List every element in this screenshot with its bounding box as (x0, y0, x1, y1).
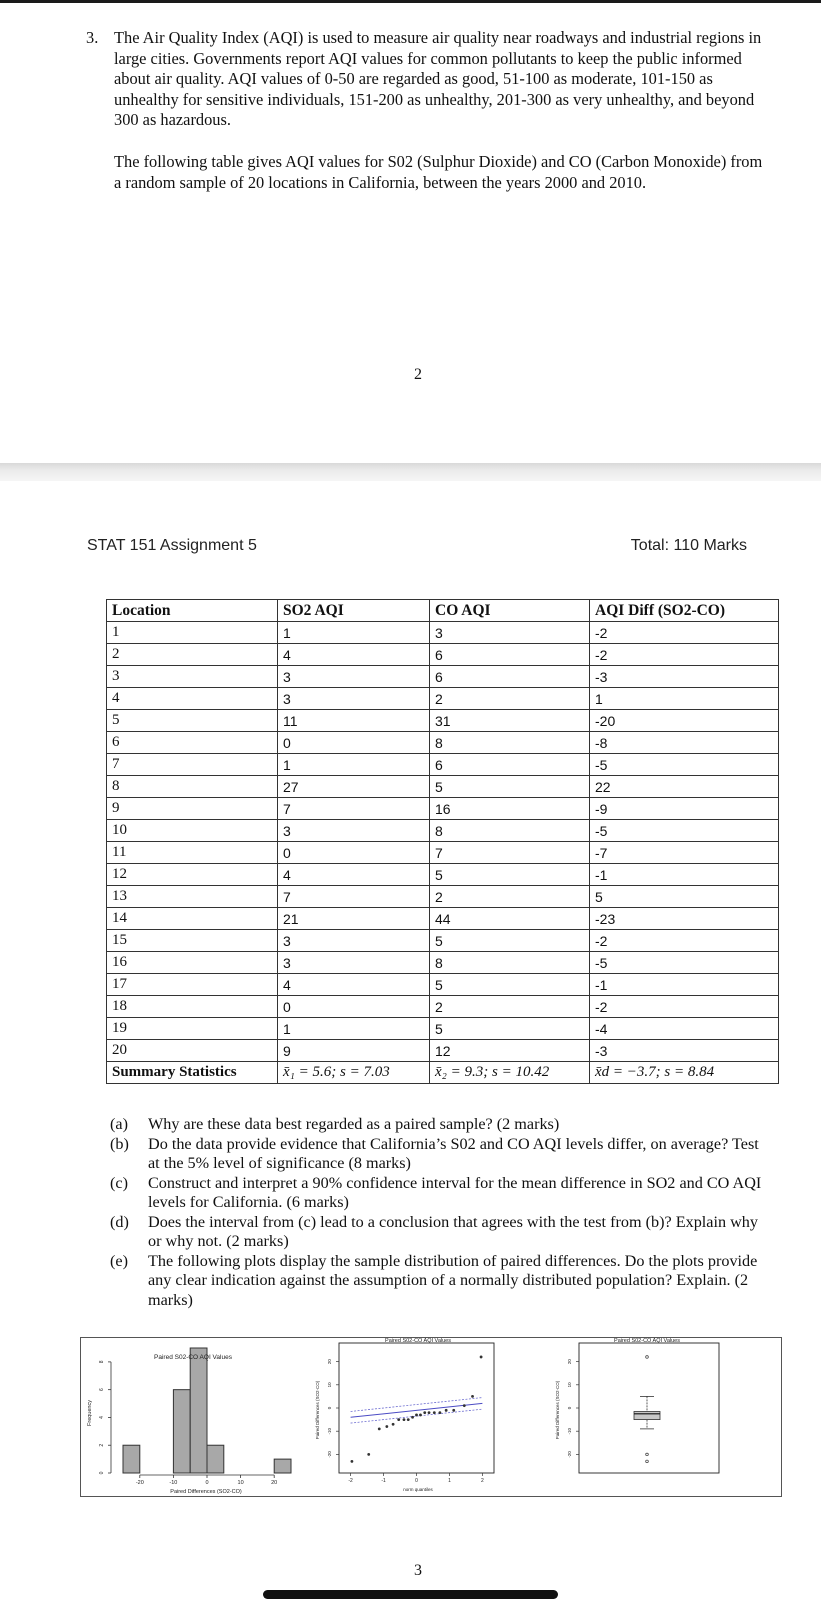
part-text: The following plots display the sample distribution of paired differences. Do the plots provide any clear indication against the assumption of a normally distributed population? Explain. (2 marks) (148, 1251, 758, 1309)
qq-point (463, 1404, 466, 1407)
page-number-3: 3 (414, 1562, 422, 1579)
cell-co: 5 (430, 1018, 590, 1040)
cell-so2: 4 (278, 864, 430, 886)
cell-diff: -8 (590, 732, 779, 754)
box-y-label: Paired Differences (SO2-CO) (555, 1380, 560, 1440)
qq-point (471, 1395, 474, 1398)
cell-so2: 0 (278, 732, 430, 754)
cell-co: 3 (430, 622, 590, 644)
summary-label: Summary Statistics (107, 1062, 278, 1084)
cell-so2: 1 (278, 754, 430, 776)
box-y-tick-label: 10 (567, 1382, 572, 1388)
question-part (110, 1135, 770, 1174)
qq-x-tick-label: -2 (348, 1478, 353, 1484)
question-parts (110, 1115, 770, 1310)
qq-point (433, 1411, 436, 1414)
qq-x-label: norm quantiles (403, 1487, 433, 1492)
table-row (107, 798, 779, 820)
histogram-title: Paired S02-CO AQI Values (154, 1354, 232, 1361)
cell-so2: 9 (278, 1040, 430, 1062)
cell-location: 2 (107, 644, 278, 666)
cell-diff: 22 (590, 776, 779, 798)
cell-so2: 4 (278, 644, 430, 666)
cell-diff: 5 (590, 886, 779, 908)
cell-diff: -4 (590, 1018, 779, 1040)
cell-so2: 1 (278, 622, 430, 644)
table-header-row (107, 600, 779, 622)
part-text: Construct and interpret a 90% confidence interval for the mean difference in SO2 and CO AQI levels for California. (6 marks) (148, 1173, 762, 1211)
part-text: Do the data provide evidence that California’s S02 and CO AQI levels differ, on average? Test at the 5% level of significance (8 marks) (148, 1134, 759, 1172)
cell-diff: -2 (590, 644, 779, 666)
box-iqr (634, 1411, 660, 1419)
question-part (110, 1213, 770, 1252)
histogram-bar (274, 1459, 291, 1473)
qq-point (403, 1418, 406, 1421)
summary-so2: x̄₁ = 5.6; s = 7.03 (278, 1062, 430, 1084)
qq-point (411, 1416, 414, 1419)
qq-y-tick-label: 0 (327, 1406, 332, 1410)
box-y-tick-label: 20 (567, 1359, 572, 1365)
cell-so2: 3 (278, 930, 430, 952)
table-row (107, 644, 779, 666)
histogram-y-tick-label: 4 (99, 1416, 105, 1419)
histogram-x-tick-label: 0 (205, 1480, 209, 1486)
cell-location: 16 (107, 952, 278, 974)
cell-location: 6 (107, 732, 278, 754)
cell-diff: -1 (590, 864, 779, 886)
cell-so2: 3 (278, 666, 430, 688)
histogram-y-tick-label: 2 (99, 1443, 105, 1447)
cell-co: 16 (430, 798, 590, 820)
cell-diff: -5 (590, 754, 779, 776)
cell-location: 12 (107, 864, 278, 886)
cell-diff: -7 (590, 842, 779, 864)
cell-location: 7 (107, 754, 278, 776)
summary-row (107, 1062, 779, 1084)
summary-diff: x̄d = −3.7; s = 8.84 (590, 1062, 779, 1084)
table-row (107, 754, 779, 776)
cell-co: 6 (430, 666, 590, 688)
cell-co: 5 (430, 930, 590, 952)
cell-co: 6 (430, 754, 590, 776)
box-y-tick-label: -10 (567, 1427, 572, 1435)
cell-so2: 0 (278, 842, 430, 864)
qq-x-tick-label: 1 (448, 1478, 451, 1484)
cell-so2: 3 (278, 688, 430, 710)
qq-point (397, 1418, 400, 1421)
page-separator (0, 463, 821, 481)
cell-diff: -2 (590, 996, 779, 1018)
table-row (107, 974, 779, 996)
table-intro: The following table gives AQI values for S02 (Sulphur Dioxide) and CO (Carbon Monoxide) from a random sample of 20 locations in California, between the years 2000 and 2010. (114, 152, 763, 192)
cell-location: 5 (107, 710, 278, 732)
cell-co: 5 (430, 776, 590, 798)
question-part (110, 1252, 770, 1311)
table-row (107, 842, 779, 864)
table-row (107, 1018, 779, 1040)
cell-so2: 27 (278, 776, 430, 798)
header-diff: AQI Diff (SO2-CO) (590, 600, 779, 622)
qq-y-tick-label: -20 (327, 1451, 332, 1458)
cell-co: 5 (430, 864, 590, 886)
cell-so2: 1 (278, 1018, 430, 1040)
aqi-table (106, 599, 779, 1084)
cell-co: 7 (430, 842, 590, 864)
cell-co: 44 (430, 908, 590, 930)
cell-co: 8 (430, 952, 590, 974)
cell-diff: -1 (590, 974, 779, 996)
part-label: (c) (110, 1173, 128, 1192)
table-row (107, 666, 779, 688)
qq-point (419, 1414, 422, 1417)
cell-co: 31 (430, 710, 590, 732)
qq-y-tick-label: 20 (327, 1359, 332, 1365)
question-intro: The Air Quality Index (AQI) is used to measure air quality near roadways and industrial regions in large cities. Governments report AQI values for common pollutants to keep the public informed about air quality. AQI values of 0-50 are regarded as good, 51-100 as moderate, 101-150 as unhealthy for sensitive individuals, 151-200 as unhealthy, 201-300 as very unhealthy, and beyond 300 as hazardous. (114, 28, 762, 129)
top-edge-bar (0, 0, 821, 3)
qq-point (423, 1411, 426, 1414)
cell-location: 1 (107, 622, 278, 644)
cell-so2: 4 (278, 974, 430, 996)
cell-location: 9 (107, 798, 278, 820)
cell-location: 13 (107, 886, 278, 908)
cell-diff: -9 (590, 798, 779, 820)
home-indicator[interactable] (263, 1590, 558, 1599)
cell-co: 12 (430, 1040, 590, 1062)
plots-panel (80, 1337, 782, 1497)
cell-so2: 21 (278, 908, 430, 930)
table-row (107, 710, 779, 732)
page-number-2: 2 (414, 366, 422, 383)
table-row (107, 820, 779, 842)
cell-location: 18 (107, 996, 278, 1018)
cell-so2: 7 (278, 886, 430, 908)
cell-so2: 0 (278, 996, 430, 1018)
cell-co: 6 (430, 644, 590, 666)
cell-location: 3 (107, 666, 278, 688)
qq-y-tick-label: 10 (327, 1382, 332, 1388)
histogram-x-tick-label: 20 (271, 1480, 278, 1486)
histogram-bar (207, 1445, 224, 1473)
qq-point (480, 1356, 483, 1359)
histogram-bar (173, 1390, 190, 1473)
table-row (107, 688, 779, 710)
table-row (107, 732, 779, 754)
part-text: Does the interval from (c) lead to a conclusion that agrees with the test from (b)? Explain why or why not. (2 marks) (148, 1212, 758, 1250)
question-part (110, 1174, 770, 1213)
cell-diff: 1 (590, 688, 779, 710)
cell-diff: -20 (590, 710, 779, 732)
histogram-x-label: Paired Differences (SO2-CO) (170, 1489, 242, 1495)
header-so2: SO2 AQI (278, 600, 430, 622)
cell-so2: 11 (278, 710, 430, 732)
cell-co: 2 (430, 688, 590, 710)
table-row (107, 952, 779, 974)
qq-point (385, 1425, 388, 1428)
table-row (107, 864, 779, 886)
cell-location: 17 (107, 974, 278, 996)
cell-co: 8 (430, 732, 590, 754)
table-row (107, 886, 779, 908)
table-row (107, 908, 779, 930)
qq-title: Paired S02-CO AQI Values (385, 1338, 451, 1344)
table-row (107, 622, 779, 644)
qq-point (367, 1453, 370, 1456)
cell-co: 8 (430, 820, 590, 842)
cell-diff: -23 (590, 908, 779, 930)
cell-location: 20 (107, 1040, 278, 1062)
cell-diff: -2 (590, 930, 779, 952)
box-title: Paired S02-CO AQI Values (614, 1338, 680, 1344)
part-label: (e) (110, 1251, 128, 1270)
cell-location: 8 (107, 776, 278, 798)
part-label: (b) (110, 1134, 129, 1153)
qq-point (392, 1423, 395, 1426)
cell-so2: 3 (278, 952, 430, 974)
cell-co: 2 (430, 886, 590, 908)
box-frame (579, 1343, 719, 1473)
cell-location: 4 (107, 688, 278, 710)
summary-co: x̄₂ = 9.3; s = 10.42 (430, 1062, 590, 1084)
histogram-x-tick-label: -20 (135, 1480, 144, 1486)
cell-so2: 3 (278, 820, 430, 842)
cell-diff: -3 (590, 1040, 779, 1062)
cell-location: 10 (107, 820, 278, 842)
part-text: Why are these data best regarded as a paired sample? (2 marks) (148, 1115, 560, 1133)
cell-diff: -3 (590, 666, 779, 688)
total-marks: Total: 110 Marks (630, 537, 747, 554)
qq-y-label: Paired Differences (SO2-CO) (315, 1380, 320, 1440)
header-co: CO AQI (430, 600, 590, 622)
qq-point (438, 1411, 441, 1414)
cell-diff: -2 (590, 622, 779, 644)
histogram-bar (123, 1445, 140, 1473)
cell-location: 19 (107, 1018, 278, 1040)
qq-point (351, 1460, 354, 1463)
table-row (107, 776, 779, 798)
course-header: STAT 151 Assignment 5 (87, 537, 257, 554)
qq-y-tick-label: -10 (327, 1427, 332, 1435)
box-y-tick-label: -20 (567, 1451, 572, 1458)
qq-x-tick-label: 2 (481, 1478, 484, 1484)
histogram-y-tick-label: 8 (99, 1360, 105, 1364)
part-label: (d) (110, 1212, 129, 1231)
qq-point (445, 1409, 448, 1412)
histogram-x-tick-label: -10 (169, 1480, 178, 1486)
qq-x-tick-label: 0 (415, 1478, 418, 1484)
histogram-bar (190, 1348, 207, 1473)
question-part (110, 1115, 770, 1135)
table-row (107, 930, 779, 952)
cell-location: 14 (107, 908, 278, 930)
cell-so2: 7 (278, 798, 430, 820)
qq-x-tick-label: -1 (381, 1478, 386, 1484)
histogram-x-tick-label: 10 (237, 1480, 244, 1486)
qq-point (415, 1414, 418, 1417)
qq-point (378, 1427, 381, 1430)
histogram-y-tick-label: 0 (99, 1471, 105, 1475)
question-number: 3. (86, 28, 99, 47)
header-location: Location (107, 600, 278, 622)
cell-diff: -5 (590, 820, 779, 842)
qq-frame (339, 1343, 494, 1473)
cell-location: 11 (107, 842, 278, 864)
table-row (107, 1040, 779, 1062)
box-y-tick-label: 0 (567, 1406, 572, 1410)
histogram-y-label: Frequency (87, 1400, 93, 1426)
table-row (107, 996, 779, 1018)
qq-point (407, 1418, 410, 1421)
cell-diff: -5 (590, 952, 779, 974)
cell-co: 5 (430, 974, 590, 996)
cell-location: 15 (107, 930, 278, 952)
histogram-y-tick-label: 6 (99, 1388, 105, 1392)
part-label: (a) (110, 1115, 128, 1133)
plots-svg (81, 1338, 781, 1496)
qq-point (452, 1409, 455, 1412)
cell-co: 2 (430, 996, 590, 1018)
qq-point (428, 1411, 431, 1414)
